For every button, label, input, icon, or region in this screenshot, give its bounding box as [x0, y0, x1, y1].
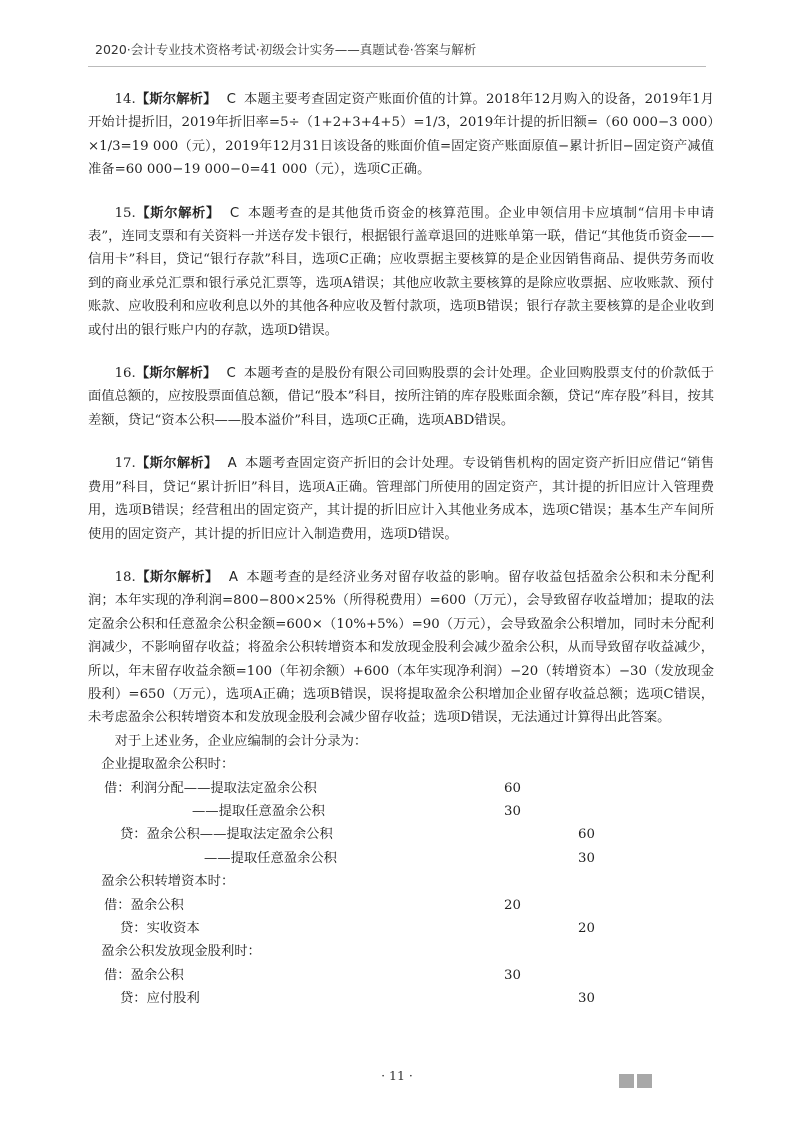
debit-amount: 60: [504, 780, 521, 796]
journal-section-title: 盈余公积转增资本时：: [101, 874, 235, 890]
corner-block: [619, 1074, 634, 1088]
analysis-text: 本题主要考查固定资产账面价值的计算。2018年12月购入的设备，2019年1月开始计提折旧，2019年折旧率=5÷（1+2+3+4+5）=1/3，2019年计提的折旧额=（60 000−3 000）×1/3=19 000（元），2019年12月31日该设备的账面价值=固定资产账面原值−累计折旧−固定资产减值准备=60 000−19 000−0=41 000（元），选项C正确。: [88, 92, 715, 178]
analysis-17: [88, 452, 714, 546]
credit-amount: 60: [578, 827, 595, 843]
analysis-tag: 【斯尔解析】: [135, 456, 218, 472]
credit-amount: 30: [578, 991, 595, 1007]
credit-amount: 20: [578, 920, 595, 936]
page-content: [88, 88, 714, 1011]
question-number: 15.: [114, 205, 136, 221]
journal-intro: 对于上述业务，企业应编制的会计分录为：: [114, 733, 368, 749]
entry-label: 贷：盈余公积——提取法定盈余公积: [120, 827, 333, 843]
analysis-text: 本题考查的是股份有限公司回购股票的会计处理。企业回购股票支付的价款低于面值总额的，应按股票面值总额，借记“股本”科目，按所注销的库存股账面余额，贷记“库存股”科目，按其差额，贷记“资本公积——股本溢价”科目，选项C正确，选项ABD错误。: [88, 366, 715, 428]
journal-entry-row: [88, 847, 714, 870]
analysis-text: 本题考查的是经济业务对留存收益的影响。留存收益包括盈余公积和未分配利润；本年实现的净利润=800−800×25%（所得税费用）=600（万元），会导致留存收益增加；提取的法定盈余公积和任意盈余公积金额=600×（10%+5%）=90（万元），会导致盈余公积增加，同时未分配利润减少，不影响留存收益；将盈余公积转增资本和发放现金股利会减少盈余公积，从而导致留存收益减少，所以，年末留存收益余额=100（年初余额）+600（本年实现净利润）−20（转增资本）−30（发放现金股利）=650（万元），选项A正确；选项B错误，误将提取盈余公积增加企业留存收益总额；选项C错误，未考虑盈余公积转增资本和发放现金股利会减少留存收益；选项D错误，无法通过计算得出此答案。: [88, 569, 715, 726]
question-number: 16.: [114, 366, 136, 382]
journal-entry-row: [88, 894, 714, 917]
entry-label: 贷：实收资本: [120, 920, 200, 936]
question-number: 14.: [114, 92, 136, 107]
entry-label: 借：盈余公积: [104, 897, 184, 913]
header-divider: [88, 66, 706, 67]
debit-amount: 20: [504, 897, 521, 913]
answer-letter: C: [226, 92, 236, 107]
analysis-16: [88, 362, 714, 432]
analysis-text: 本题考查固定资产折旧的会计处理。专设销售机构的固定资产折旧应借记“销售费用”科目，贷记“累计折旧”科目，选项A正确。管理部门所使用的固定资产，其计提的折旧应计入管理费用，选项B错误；经营租出的固定资产，其计提的折旧应计入其他业务成本，选项C错误；基本生产车间所使用的固定资产，其计提的折旧应计入制造费用，选项D错误。: [88, 456, 714, 542]
page-header: 2020·会计专业技术资格考试·初级会计实务——真题试卷·答案与解析: [95, 42, 477, 57]
answer-letter: C: [226, 366, 236, 382]
entry-label: 贷：应付股利: [120, 991, 200, 1007]
question-number: 18.: [114, 569, 136, 585]
entry-label: ——提取任意盈余公积: [192, 803, 325, 819]
answer-letter: C: [229, 205, 240, 221]
analysis-18: [88, 566, 714, 730]
entry-label: ——提取任意盈余公积: [204, 850, 337, 866]
page-number: · 11 ·: [381, 1068, 413, 1083]
journal-entry-row: [88, 777, 714, 800]
journal-entry-row: [88, 917, 714, 940]
journal-entry-row: [88, 823, 714, 846]
journal-entry-row: [88, 987, 714, 1010]
journal-section-title: 企业提取盈余公积时：: [101, 757, 235, 773]
answer-letter: A: [228, 569, 238, 585]
analysis-tag: 【斯尔解析】: [135, 205, 220, 221]
analysis-tag: 【斯尔解析】: [135, 92, 217, 107]
debit-amount: 30: [504, 803, 521, 819]
journal-entry-row: [88, 800, 714, 823]
journal-entry-row: [88, 964, 714, 987]
corner-block: [637, 1074, 652, 1088]
entry-label: 借：盈余公积: [104, 967, 184, 983]
analysis-15: [88, 202, 714, 342]
question-number: 17.: [114, 456, 136, 472]
page-corner-marks: [619, 1073, 655, 1092]
debit-amount: 30: [504, 967, 521, 983]
analysis-text: 本题考查的是其他货币资金的核算范围。企业申领信用卡应填制“信用卡申请表”，连同支票和有关资料一并送存发卡银行，根据银行盖章退回的进账单第一联，借记“其他货币资金——信用卡”科目，贷记“银行存款”科目，选项C正确；应收票据主要核算的是企业因销售商品、提供劳务而收到的商业承兑汇票和银行承兑汇票等，选项A错误；其他应收款主要核算的是除应收票据、应收账款、预付账款、应收股利和应收利息以外的其他各种应收及暂付款项，选项B错误；银行存款主要核算的是企业收到或付出的银行账户内的存款，选项D错误。: [88, 205, 715, 338]
analysis-tag: 【斯尔解析】: [135, 569, 219, 585]
analysis-14: [88, 88, 714, 182]
answer-letter: A: [227, 456, 237, 472]
analysis-tag: 【斯尔解析】: [135, 366, 217, 382]
journal-section-title: 盈余公积发放现金股利时：: [101, 944, 261, 960]
entry-label: 借：利润分配——提取法定盈余公积: [104, 780, 317, 796]
credit-amount: 30: [578, 850, 595, 866]
